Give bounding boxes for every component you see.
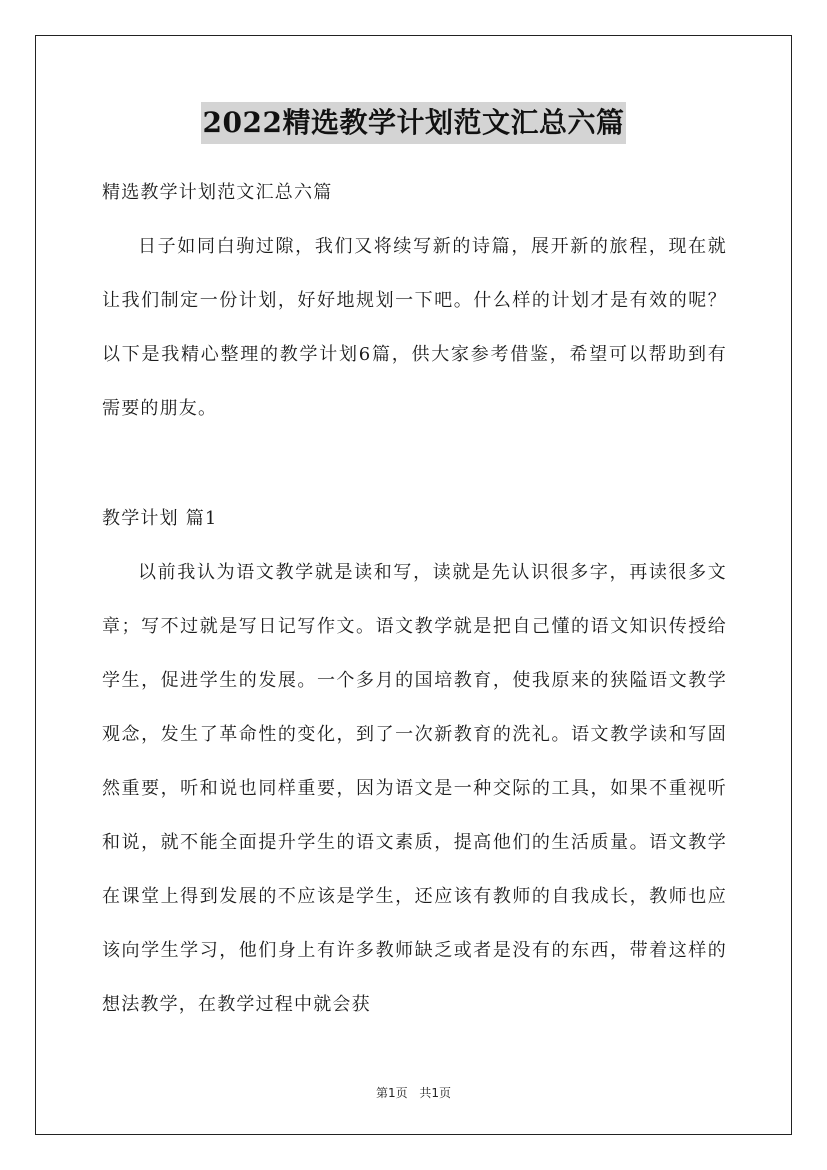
page-total: 共1页 [419, 1086, 452, 1100]
section-heading: 教学计划 篇1 [102, 508, 218, 529]
page-number: 第1页 [375, 1086, 408, 1100]
section-body-paragraph: 以前我认为语文教学就是读和写，读就是先认识很多字，再读很多文章；写不过就是写日记写作文。语文教学就是把自己懂的语文知识传授给学生，促进学生的发展。一个多月的国培教育，使我原来的狭隘语文教学观念，发生了革命性的变化，到了一次新教育的洗礼。语文教学读和写固然重要，听和说也同样重要，因为语文是一种交际的工具，如果不重视听和说，就不能全面提升学生的语文素质，提高他们的生活质量。语文教学在课堂上得到发展的不应该是学生，还应该有教师的自我成长，教师也应该向学生学习，他们身上有许多教师缺乏或者是没有的东西，带着这样的想法教学，在教学过程中就会获 [102, 562, 727, 1015]
document-title [0, 102, 827, 144]
document-title-text: 2022精选教学计划范文汇总六篇 [201, 102, 627, 144]
document-subtitle: 精选教学计划范文汇总六篇 [102, 182, 333, 203]
page-footer [0, 1084, 827, 1101]
intro-paragraph: 日子如同白驹过隙，我们又将续写新的诗篇，展开新的旅程，现在就让我们制定一份计划，好好地规划一下吧。什么样的计划才是有效的呢？以下是我精心整理的教学计划6篇，供大家参考借鉴，希望可以帮助到有需要的朋友。 [102, 236, 727, 419]
